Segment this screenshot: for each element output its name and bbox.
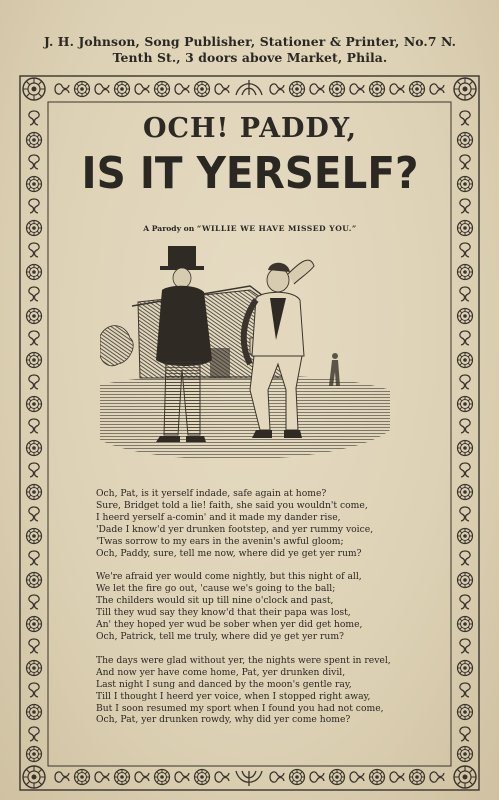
lyric-line: And now yer have come home, Pat, yer drunken divil,: [96, 666, 346, 678]
woodcut-two-men-icon: [100, 240, 390, 480]
lyric-line: I heerd yerself a-comin' and it made my dander rise,: [96, 511, 341, 523]
stanza-2: [96, 571, 426, 642]
lyric-line: Och, Pat, is it yerself indade, safe again at home?: [96, 488, 327, 499]
subtitle-reference: “WILLIE WE HAVE MISSED YOU.”: [196, 224, 357, 233]
song-lyrics: [96, 488, 426, 738]
lyric-line: Och, Pat, yer drunken rowdy, why did yer come home?: [96, 714, 351, 726]
lyric-line: Till I thought I heerd yer voice, when I stopped right away,: [96, 690, 371, 702]
publisher-imprint: [10, 34, 490, 66]
lyric-line: 'Dade I know'd yer drunken footstep, and yer rummy voice,: [96, 523, 374, 535]
song-title-line-2: IS IT YERSELF?: [81, 148, 419, 199]
stanza-3: [96, 655, 426, 726]
subtitle-prefix: A Parody on: [143, 224, 195, 233]
song-title-line-1: OCH! PADDY,: [142, 113, 358, 144]
stanza-1: [96, 488, 426, 559]
imprint-line-2: Tenth St., 3 doors above Market, Phila.: [112, 50, 388, 65]
lyric-line: We let the fire go out, 'cause we's going to the ball;: [96, 583, 336, 595]
lyric-line: Till they wud say they know'd that their papa was lost,: [96, 607, 351, 619]
imprint-line-1: J. H. Johnson, Song Publisher, Stationer & Printer, No.7 N.: [43, 34, 457, 49]
lyric-line: But I soon resumed my sport when I found you had not come,: [96, 702, 384, 714]
lyric-line: Och, Patrick, tell me truly, where did ye get yer rum?: [96, 630, 344, 642]
lyric-line: Sure, Bridget told a lie! faith, she said you wouldn't come,: [96, 499, 368, 511]
lyric-line: Last night I sung and danced by the moon's gentle ray,: [96, 678, 352, 690]
lyric-line: The childers would sit up till nine o'clock and past,: [96, 595, 334, 607]
lyric-line: An' they hoped yer wud be sober when yer did get home,: [96, 619, 363, 631]
lyric-line: The days were glad without yer, the nights were spent in revel,: [96, 654, 391, 666]
lyric-line: Och, Paddy, sure, tell me now, where did ye get yer rum?: [96, 547, 362, 559]
lyric-line: 'Twas sorrow to my ears in the avenin's awful gloom;: [96, 535, 344, 547]
parody-subtitle: [60, 224, 440, 233]
lyric-line: We're afraid yer would come nightly, but this night of all,: [96, 571, 362, 583]
